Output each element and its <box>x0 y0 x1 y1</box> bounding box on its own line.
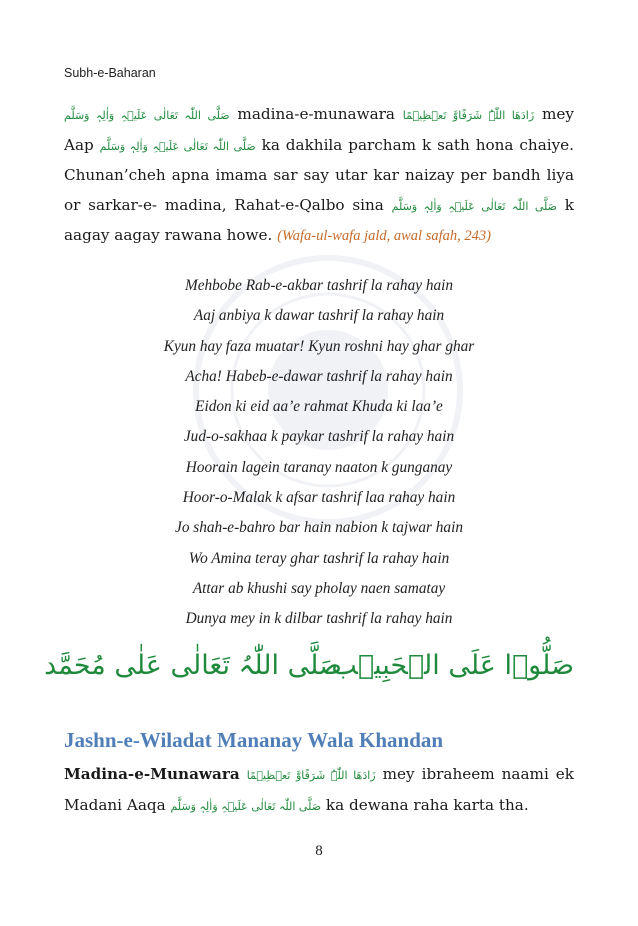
poem-verse: Wo Amina teray ghar tashrif la rahay hain <box>188 549 450 567</box>
paragraph-2 <box>64 760 574 821</box>
poem-verse: Dunya mey in k dilbar tashrif la rahay hain <box>185 610 453 628</box>
poem-verse: Hoorain lagein taranay naaton k gunganay <box>185 458 453 476</box>
poem-verse: Eidon ki eid aa’e rahmat Khuda ki laa’e <box>195 398 443 416</box>
poem-verse: Kyun hay faza muatar! Kyun roshni hay ghar ghar <box>163 337 475 355</box>
poem-verse: Jo shah-e-bahro bar hain nabion k tajwar hain <box>175 519 463 537</box>
poem-verse: Jud-o-sakhaa k paykar tashrif la rahay hain <box>183 428 455 446</box>
poem-verse: Mehbobe Rab-e-akbar tashrif la rahay hain <box>184 277 454 294</box>
poem-verse: Aaj anbiya k dawar tashrif la rahay hain <box>193 307 445 325</box>
para-bold-text: Madina-e-Munawara <box>64 765 240 783</box>
para-text: ka dewana raha karta tha. <box>321 795 529 814</box>
arabic-salutation: صَلَّی اللّٰہ تَعَالٰی عَلَیۡہِ وَاٰلِہٖ وَسَلَّم <box>64 109 230 122</box>
running-header: Subh-e-Baharan <box>64 66 156 80</box>
arabic-phrase: زَادَھَا اللّٰہُ شَرَفًاوَّ تَعۡظِیۡمًا <box>402 109 535 122</box>
para-text: mey ibraheem naami ek Madani Aaqa <box>64 765 574 814</box>
poem <box>64 271 574 635</box>
para-text: madina-e-munawara <box>229 105 403 123</box>
page-number: 8 <box>315 843 323 859</box>
para-text: ka dakhila parcham k sath hona chaiye. Chunan’cheh apna imama sar say utar kar naizay per bandh liya or sarkar-e- madina, Rahat-e-Qalbo sina <box>64 135 574 214</box>
poem-verse: Acha! Habeb-e-dawar tashrif la rahay hain <box>185 367 453 385</box>
arabic-salutation: صَلَّی اللّٰہ تَعَالٰی عَلَیۡہِ وَاٰلِہٖ وَسَلَّم <box>99 139 256 153</box>
salawat-right: صَلُّوۡا عَلَی الۡحَبِیۡب <box>331 650 574 681</box>
reference-citation: (Wafa-ul-wafa jald, awal safah, 243) <box>277 228 491 244</box>
section-heading: Jashn-e-Wiladat Mananay Wala Khandan <box>64 728 444 752</box>
arabic-phrase: زَادَھَا اللّٰہُ شَرَفًاوَّ تَعۡظِیۡمًا <box>246 769 376 782</box>
arabic-salutation: صَلَّی اللّٰہ تَعَالٰی عَلَیۡہِ وَاٰلِہٖ وَسَلَّم <box>391 199 558 213</box>
poem-verse: Attar ab khushi say pholay naen samatay <box>192 579 446 597</box>
paragraph-1 <box>64 100 574 252</box>
salawat-left: صَلَّی اللّٰہُ تَعَالٰی عَلٰی مُحَمَّد <box>44 650 342 681</box>
poem-verse: Hoor-o-Malak k afsar tashrif laa rahay hain <box>182 489 456 507</box>
para-text: mey Aap <box>64 105 574 154</box>
arabic-salutation: صَلَّی اللّٰہ تَعَالٰی عَلَیۡہِ وَاٰلِہٖ وَسَلَّم <box>170 799 322 813</box>
para-text: k aagay aagay rawana howe. <box>64 195 574 244</box>
